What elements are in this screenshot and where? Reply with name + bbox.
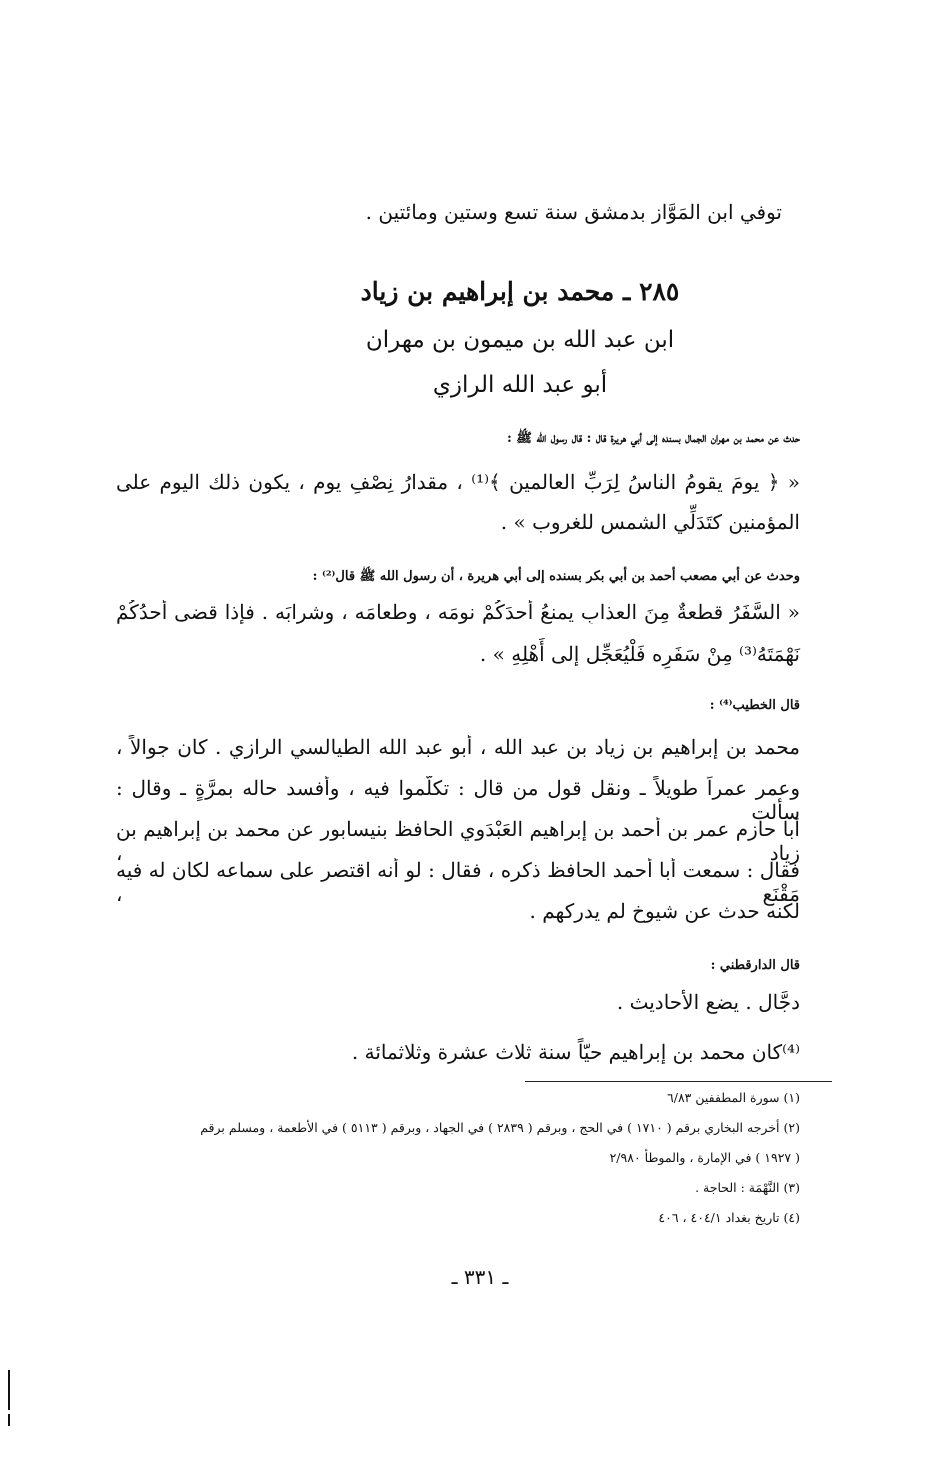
hadith1-isnad: حدث عن محمد بن مهران الجمال بسنده إلى أبي هريرة قال : قال رسول الله ﷺ : — [506, 431, 800, 446]
khatib-line-4: فقال : سمعت أبا أحمد الحافظ ذكره ، فقال : لو أنه اقتصر على سماعه لكان له فيه مَقْنَع ، — [116, 858, 800, 906]
entry-kunya: أبو عبد الله الرازي — [432, 372, 608, 398]
hadith1-matn-line-2: المؤمنين كتَدَلِّي الشمس للغروب » . — [500, 510, 800, 534]
khatib-line-2: وعمر عمراً طويلاً ـ ونقل قول من قال : تكلَّموا فيه ، وأفسد حاله بمرَّةٍ ـ وقال : سألت — [116, 776, 800, 824]
intro-line: توفي ابن المَوَّاز بدمشق سنة تسع وستين ومائتين . — [365, 200, 782, 224]
scan-mark-upper — [8, 1370, 10, 1410]
footnote-rule — [525, 1081, 832, 1082]
page-number: ـ ٣٣١ ـ — [451, 1265, 509, 1289]
footnote-4: (٤) تاريخ بغداد ٤٠٤/١ ، ٤٠٦ — [658, 1210, 800, 1225]
hadith2-isnad: وحدث عن أبي مصعب أحمد بن أبي بكر بسنده إلى أبي هريرة ، أن رسول الله ﷺ قال⁽²⁾ : — [312, 569, 800, 584]
hadith1-matn-line-1: « ﴿ يومَ يقومُ الناسُ لِرَبِّ العالمين ﴾⁽¹⁾ ، مقدارُ نِصْفِ يومٍ ، يكون ذلك اليوم على — [116, 470, 800, 494]
footnote-1: (١) سورة المطففين ٦/٨٣ — [667, 1090, 800, 1105]
footnote-3: (٣) النَّهْمَة : الحاجة . — [695, 1180, 800, 1195]
scan-mark-lower — [8, 1414, 10, 1426]
khatib-line-3: أبا حازم عمر بن أحمد بن إبراهيم العَبْدَوي الحافظ بنيسابور عن محمد بن إبراهيم بن زياد ، — [116, 817, 800, 865]
footnote-2-cont: ( ١٩٢٧ ) في الإمارة ، والموطأ ٢/٩٨٠ — [609, 1150, 800, 1165]
daraqutni-body: دجَّال . يضع الأحاديث . — [616, 990, 800, 1014]
khatib-line-5: لكنه حدث عن شيوخ لم يدركهم . — [529, 899, 800, 923]
khatib-line-1: محمد بن إبراهيم بن زياد بن عبد الله ، أبو عبد الله الطيالسي الرازي . كان جوالاً ، — [116, 735, 800, 759]
daraqutni-label: قال الدارقطني : — [710, 958, 800, 973]
hadith2-matn-line-2: نَهْمَتَهُ⁽³⁾ مِنْ سَفَرِه فَلْيُعَجِّل إلى أَهْلِهِ » . — [479, 642, 800, 666]
entry-lineage: ابن عبد الله بن ميمون بن مهران — [365, 327, 675, 353]
khatib-label: قال الخطيب⁽⁴⁾ : — [709, 698, 800, 713]
entry-heading: ٢٨٥ ـ محمد بن إبراهيم بن زياد — [360, 277, 680, 306]
closing-line: ⁽⁴⁾كان محمد بن إبراهيم حيّاً سنة ثلاث عشرة وثلاثمائة . — [351, 1040, 800, 1064]
hadith2-matn-line-1: « السَّفَرُ قطعةٌ مِنَ العذابِ يمنعُ أحدَكُمْ نومَه ، وطعامَه ، وشرابَه . فإذا قضى أحدُكُمْ — [116, 600, 800, 624]
footnote-2: (٢) أخرجه البخاري برقم ( ١٧١٠ ) في الحج ، وبرقم ( ٢٨٣٩ ) في الجهاد ، وبرقم ( ٥١١٣ ) في الأطعمة ، ومسلم برقم — [200, 1120, 800, 1135]
